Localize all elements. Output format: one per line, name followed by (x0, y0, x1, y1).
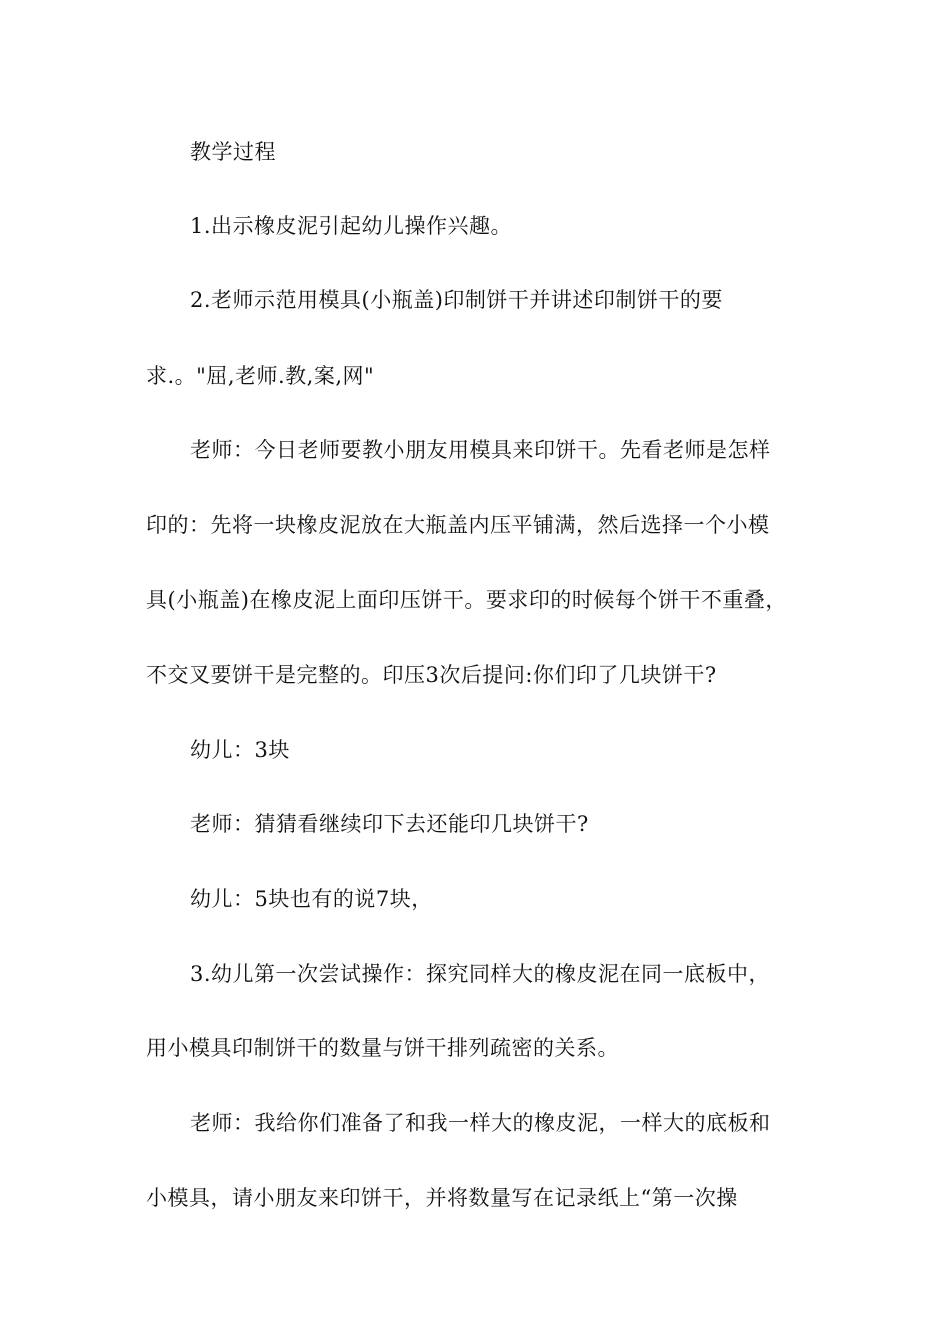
paragraph-line: 老师：我给你们准备了和我一样大的橡皮泥，一样大的底板和 (190, 1111, 771, 1135)
paragraph-line: 3.幼儿第一次尝试操作：探究同样大的橡皮泥在同一底板中， (190, 962, 771, 986)
paragraph-line: 老师：猜猜看继续印下去还能印几块饼干? (190, 812, 589, 836)
paragraph-line: 求.。"屈,老师.教,案,网" (146, 364, 375, 388)
section-heading: 教学过程 (190, 140, 276, 164)
paragraph-line: 印的：先将一块橡皮泥放在大瓶盖内压平铺满，然后选择一个小模 (146, 513, 770, 537)
paragraph-line: 不交叉要饼干是完整的。印压3次后提问:你们印了几块饼干? (146, 663, 717, 687)
paragraph-line: 幼儿：3块 (190, 738, 290, 762)
paragraph-line: 幼儿：5块也有的说7块， (190, 887, 433, 911)
paragraph-line: 具(小瓶盖)在橡皮泥上面印压饼干。要求印的时候每个饼干不重叠， (146, 588, 787, 612)
paragraph-line: 小模具，请小朋友来印饼干，并将数量写在记录纸上“第一次操 (146, 1186, 738, 1210)
paragraph-line: 1.出示橡皮泥引起幼儿操作兴趣。 (190, 214, 513, 238)
paragraph-line: 老师：今日老师要教小朋友用模具来印饼干。先看老师是怎样 (190, 438, 771, 462)
paragraph-line: 2.老师示范用模具(小瓶盖)印制饼干并讲述印制饼干的要 (190, 288, 723, 312)
paragraph-line: 用小模具印制饼干的数量与饼干排列疏密的关系。 (146, 1036, 619, 1060)
